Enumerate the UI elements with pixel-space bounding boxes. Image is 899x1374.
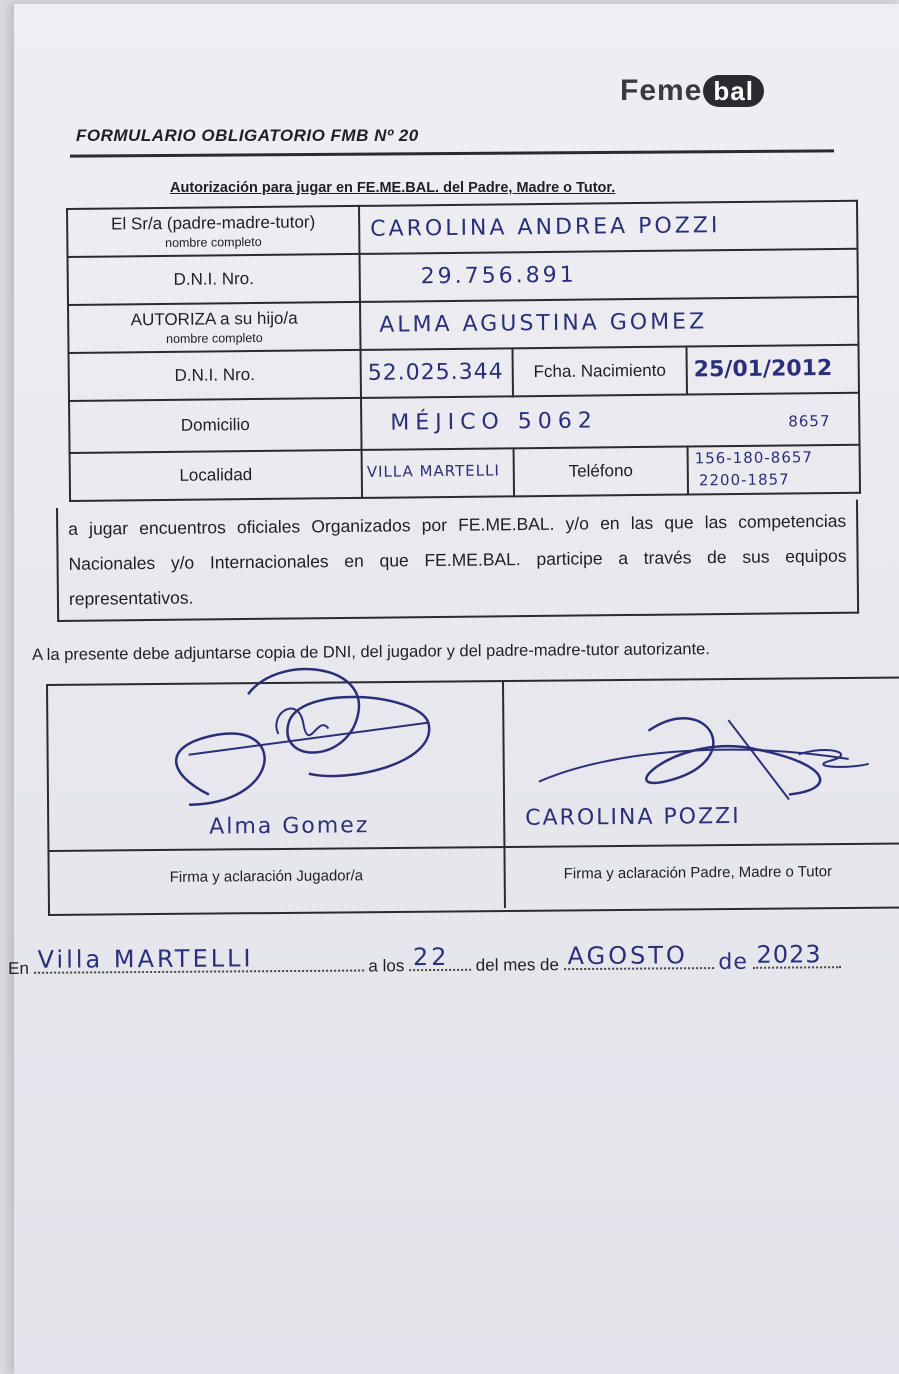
place-field[interactable] (34, 944, 364, 974)
day-field[interactable] (409, 942, 471, 972)
address-label: Domicilio (180, 415, 250, 435)
city-label-cell (70, 450, 362, 501)
logo-pill-text: bal (703, 75, 764, 107)
parent-dni-field[interactable] (359, 249, 857, 302)
table-row (69, 345, 859, 401)
parent-printed-name: CAROLINA POZZI (525, 803, 741, 831)
parent-signature-scribble (528, 699, 889, 812)
phone-value-1: 156-180-8657 (694, 448, 814, 468)
address-extra-value: 8657 (788, 412, 831, 431)
birth-date-value: 25/01/2012 (693, 355, 833, 383)
authorization-table (66, 200, 861, 502)
attachment-notice: A la presente debe adjuntarse copia de DNI, del jugador y del padre-madre-tutor autorizante. (32, 640, 710, 664)
form-title: FORMULARIO OBLIGATORIO FMB Nº 20 (76, 126, 419, 145)
year-field[interactable] (753, 940, 841, 969)
parent-dni-label-cell (68, 254, 360, 305)
a-los-label: a los (368, 956, 405, 976)
month-value: AGOSTO (567, 941, 688, 971)
child-label: AUTORIZA a su hijo/a (130, 308, 298, 330)
authorization-paragraph: a jugar encuentros oficiales Organizados por FE.ME.BAL. y/o en las que las competencias Nacionales y/o Internacionales en que FE.ME.BAL. participe a través de sus equipos representativos. (56, 500, 859, 622)
address-label-cell (69, 398, 362, 453)
phone-field[interactable] (688, 445, 860, 495)
phone-label: Teléfono (568, 461, 634, 481)
birth-label-cell (512, 347, 686, 397)
place-value: Villa MARTELLI (37, 944, 254, 974)
child-dni-value: 52.025.344 (367, 359, 504, 386)
phone-value-2: 2200-1857 (698, 470, 790, 490)
en-label: En (8, 958, 29, 978)
form-subtitle: Autorización para jugar en FE.ME.BAL. del Padre, Madre o Tutor. (170, 180, 616, 196)
child-name-value: ALMA AGUSTINA GOMEZ (379, 309, 708, 338)
parent-name-value: CAROLINA ANDREA POZZI (370, 213, 721, 242)
player-printed-name: Alma Gomez (209, 813, 370, 840)
mes-label: del mes de (475, 955, 559, 975)
de-label: de (718, 949, 748, 976)
child-label-cell (68, 302, 360, 353)
year-value: 2023 (756, 940, 822, 969)
parent-dni-value: 29.756.891 (420, 262, 577, 290)
signature-baseline (49, 842, 899, 852)
femebal-logo (620, 74, 764, 108)
child-dni-field[interactable] (361, 348, 513, 398)
parent-dni-label: D.N.I. Nro. (173, 269, 254, 289)
address-field[interactable] (361, 393, 860, 450)
month-field[interactable] (564, 941, 714, 971)
parent-name-field[interactable] (359, 201, 857, 254)
city-label: Localidad (179, 465, 253, 485)
table-row (70, 445, 860, 501)
signature-box (46, 676, 899, 916)
city-field[interactable] (362, 448, 514, 498)
city-value: VILLA MARTELLI (366, 461, 500, 481)
parent-label: El Sr/a (padre-madre-tutor) (111, 212, 316, 234)
child-dni-label: D.N.I. Nro. (174, 365, 255, 385)
parent-sublabel: nombre completo (165, 234, 262, 250)
table-row (67, 201, 857, 257)
player-signature-label: Firma y aclaración Jugador/a (169, 867, 364, 886)
phone-label-cell (514, 447, 688, 497)
day-value: 22 (412, 942, 450, 972)
place-date-line (8, 940, 841, 980)
parent-signature-label: Firma y aclaración Padre, Madre o Tutor (563, 863, 833, 883)
child-name-field[interactable] (360, 297, 858, 350)
child-sublabel: nombre completo (166, 330, 263, 346)
address-value: MÉJICO 5062 (390, 408, 598, 436)
table-row (68, 297, 858, 353)
table-row (69, 393, 860, 453)
table-row (68, 249, 858, 305)
player-signature-scribble (128, 652, 469, 825)
parent-label-cell (67, 206, 359, 257)
child-dni-label-cell (69, 350, 361, 401)
logo-text: Feme (620, 74, 703, 107)
birth-label: Fcha. Nacimiento (533, 360, 666, 382)
signature-divider (502, 682, 506, 908)
birth-date-field[interactable] (686, 345, 858, 395)
